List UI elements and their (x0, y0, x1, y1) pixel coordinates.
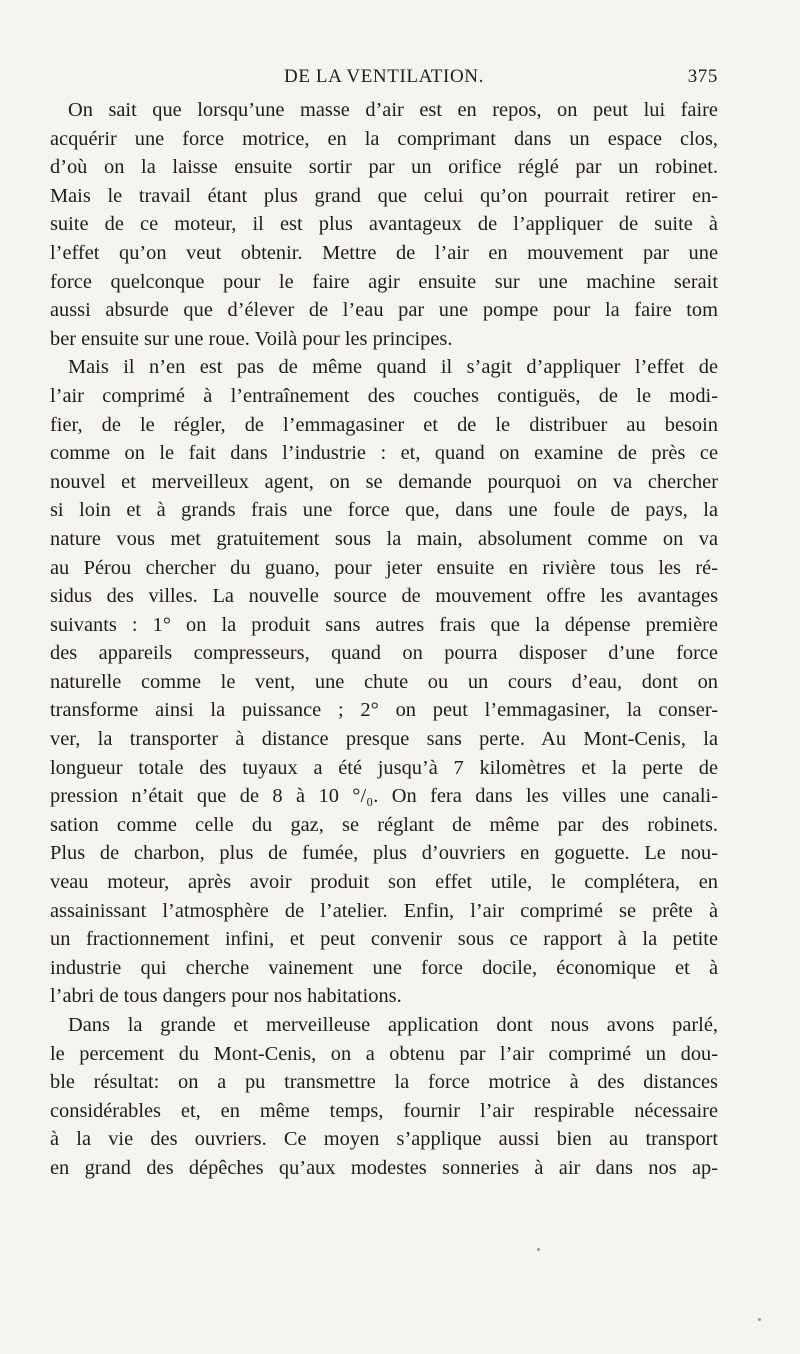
text-line: Plus de charbon, plus de fumée, plus d’ouvriers en goguette. Le nou- (50, 842, 718, 865)
body-text (50, 96, 718, 1183)
text-line: le percement du Mont-Cenis, on a obtenu par l’air comprimé un dou- (50, 1042, 718, 1065)
text-line: nature vous met gratuitement sous la main, absolument comme on va (50, 527, 718, 550)
text-line: l’abri de tous dangers pour nos habitations. (50, 985, 402, 1008)
text-line: On sait que lorsqu’une masse d’air est en repos, on peut lui faire (68, 99, 718, 121)
running-head (50, 66, 718, 92)
text-line: ble résultat: on a pu transmettre la force motrice à des distances (50, 1071, 718, 1094)
text-line: pression n’était que de 8 à 10 °/₀. On fera dans les villes une canali- (50, 785, 718, 808)
text-line: suite de ce moteur, il est plus avantageux de l’appliquer de suite à (50, 213, 718, 236)
text-line: d’où on la laisse ensuite sortir par un orifice réglé par un robinet. (50, 156, 718, 179)
text-line: transforme ainsi la puissance ; 2° on peut l’emmagasiner, la conser- (50, 699, 718, 722)
text-line: veau moteur, après avoir produit son effet utile, le complétera, en (50, 871, 718, 894)
text-line: un fractionnement infini, et peut convenir sous ce rapport à la petite (50, 928, 718, 951)
text-line: Dans la grande et merveilleuse application dont nous avons parlé, (68, 1014, 718, 1036)
text-line: nouvel et merveilleux agent, on se demande pourquoi on va chercher (50, 470, 718, 493)
text-line: sation comme celle du gaz, se réglant de même par des robinets. (50, 813, 718, 836)
text-line: des appareils compresseurs, quand on pourra disposer d’une force (50, 642, 718, 665)
text-line: longueur totale des tuyaux a été jusqu’à 7 kilomètres et la perte de (50, 756, 718, 779)
text-line: si loin et à grands frais une force que, dans une foule de pays, la (50, 499, 718, 522)
text-line: à la vie des ouvriers. Ce moyen s’applique aussi bien au transport (50, 1128, 718, 1151)
paper-speck (537, 1248, 540, 1251)
running-title: DE LA VENTILATION. (284, 66, 484, 87)
text-line: industrie qui cherche vainement une force docile, économique et à (50, 956, 718, 979)
text-line: Mais le travail étant plus grand que celui qu’on pourrait retirer en- (50, 184, 718, 207)
text-line: force quelconque pour le faire agir ensuite sur une machine serait (50, 270, 718, 293)
text-line: Mais il n’en est pas de même quand il s’agit d’appliquer l’effet de (68, 356, 718, 379)
text-line: fier, de le régler, de l’emmagasiner et de le distribuer au besoin (50, 413, 718, 436)
text-line: acquérir une force motrice, en la comprimant dans un espace clos, (50, 127, 718, 150)
text-line: assainissant l’atmosphère de l’atelier. Enfin, l’air comprimé se prête à (50, 899, 718, 922)
text-line: comme on le fait dans l’industrie : et, quand on examine de près ce (50, 442, 718, 465)
paper-speck (758, 1318, 761, 1321)
text-line: naturelle comme le vent, une chute ou un cours d’eau, dont on (50, 670, 718, 693)
text-line: suivants : 1° on la produit sans autres frais que la dépense première (50, 613, 718, 636)
text-line: en grand des dépêches qu’aux modestes sonneries à air dans nos ap- (50, 1156, 718, 1179)
page-number: 375 (687, 66, 718, 87)
text-line: ver, la transporter à distance presque sans perte. Au Mont-Cenis, la (50, 728, 718, 751)
text-line: aussi absurde que d’élever de l’eau par une pompe pour la faire tom (50, 299, 718, 322)
text-line: considérables et, en même temps, fournir l’air respirable nécessaire (50, 1099, 718, 1122)
text-line: au Pérou chercher du guano, pour jeter ensuite en rivière tous les ré- (50, 556, 718, 579)
text-line: ber ensuite sur une roue. Voilà pour les principes. (50, 327, 453, 350)
text-line: l’air comprimé à l’entraînement des couches contiguës, de le modi- (50, 384, 718, 407)
text-line: l’effet qu’on veut obtenir. Mettre de l’air en mouvement par une (50, 241, 718, 264)
text-line: sidus des villes. La nouvelle source de mouvement offre les avantages (50, 585, 718, 608)
